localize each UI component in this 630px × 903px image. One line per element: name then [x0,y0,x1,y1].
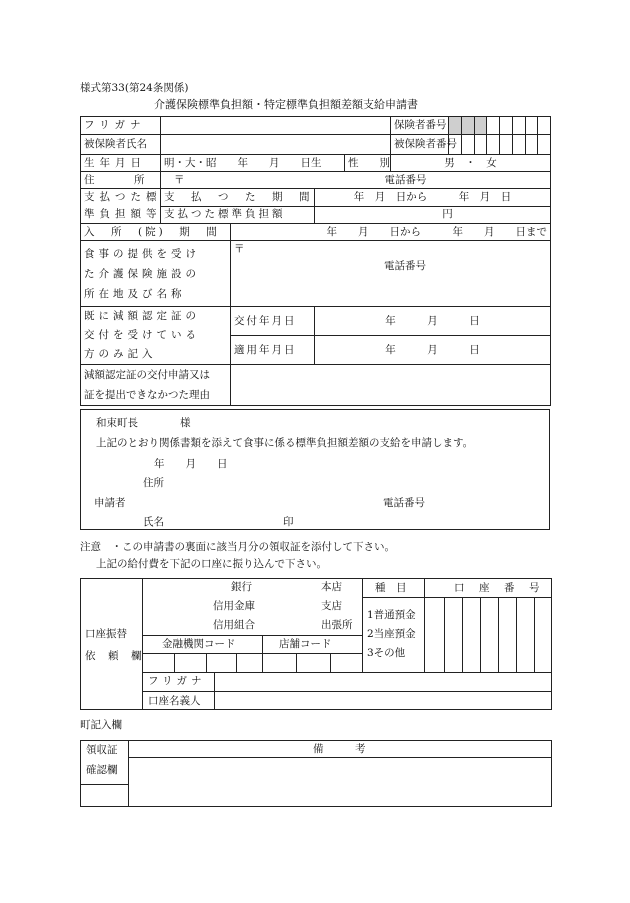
furigana-label: フリガナ [81,117,161,135]
receipt-check-label-1: 領収証 [86,744,118,756]
form-title: 介護保険標準負担額・特定標準負担額差額支給申請書 [154,98,418,111]
insurer-no-field[interactable] [449,117,551,135]
admission-field[interactable] [231,224,551,241]
account-type-header: 種 目 [375,582,407,594]
branch-type-head: 本店 [321,581,342,593]
holder-name-label: 口座名義人 [148,695,201,707]
facility-postal: 〒 [234,243,245,255]
birth-date-units: 年 月 日生 [237,156,322,169]
pay-amount-label: 支払つた標準負担額 [161,206,315,224]
address-field[interactable] [161,172,551,189]
birth-field[interactable] [161,155,345,172]
reason-label: 減額認定証の交付申請又は 証を提出できなかつた理由 [81,365,231,406]
sex-options: 男 ・ 女 [444,156,497,169]
branch-code-label: 店舗コード [279,638,332,650]
bank-type-credit-bank: 信用金庫 [213,600,255,612]
reduced-cert-label: 既に減額認定証の 交付を受けている 方のみ記入 [81,307,231,365]
declaration-statement: 上記のとおり関係書類を添えて食事に係る標準負担額差額の支給を申請します。 [96,437,474,449]
note-transfer: 上記の給付費を下記の口座に振り込んで下さい。 [96,558,327,570]
bank-label-1: 口座振替 [85,628,127,640]
form-number: 様式第33(第24条関係) [80,82,189,94]
reason-field[interactable] [231,365,551,406]
declaration-phone-label: 電話番号 [383,497,425,509]
sex-label: 性 別 [345,155,391,172]
apply-date-label: 適用年月日 [231,336,315,365]
admission-label: 入 所 (院) 期 間 [81,224,231,241]
phone-label: 電話番号 [384,173,427,186]
facility-label: 食事の提供を受け た介護保険施設の 所在地及び名称 [81,241,231,307]
issue-date-label: 交付年月日 [231,307,315,336]
furigana-field[interactable] [161,117,391,135]
account-type-current[interactable]: 2当座預金 [367,628,416,640]
admission-units: 年 月 日から 年 月 日まで [326,225,547,238]
facility-phone-label: 電話番号 [384,260,426,272]
fi-code-label: 金融機関コード [162,638,236,650]
apply-date-units: 年 月 日 [385,343,480,356]
insurer-no-label: 保険者番号 [391,117,449,135]
pay-period-field[interactable] [315,189,551,207]
remarks-label: 備 考 [313,743,366,755]
sex-field[interactable] [391,155,551,172]
issue-date-field[interactable] [315,307,551,336]
facility-field[interactable] [231,241,551,307]
bank-label-2: 依 頼 欄 [85,650,143,662]
account-type-other[interactable]: 3その他 [367,647,406,659]
declaration-name-label: 氏名 [143,516,164,528]
branch-type-sub: 出張所 [321,619,353,631]
applicant-info-table [80,116,551,406]
account-number-header: 口 座 番 号 [454,582,542,594]
era-options: 明・大・昭 [164,156,217,169]
applicant-label: 申請者 [94,497,126,509]
bank-type-credit-union: 信用組合 [213,619,255,631]
pay-period-label: 支 払 つ た 期 間 [161,189,315,207]
insured-no-field[interactable] [449,135,551,155]
yen-unit: 円 [442,208,453,221]
insured-name-field[interactable] [161,135,391,155]
addressee: 和束町長 様 [96,417,191,429]
issue-date-units: 年 月 日 [385,314,480,327]
branch-type-branch: 支店 [321,600,342,612]
seal-mark: 印 [283,516,294,528]
birth-label: 生年月日 [81,155,161,172]
pay-amount-field[interactable] [315,206,551,224]
office-use-heading: 町記入欄 [80,719,122,731]
postal-mark: 〒 [174,173,185,186]
insured-name-label: 被保険者氏名 [81,135,161,155]
account-type-ordinary[interactable]: 1普通預金 [367,609,416,621]
note-attach-receipt: 注意 ・この申請書の裏面に該当月分の領収証を添付して下さい。 [80,541,395,553]
address-label: 住 所 [81,172,161,189]
insured-no-label: 被保険者番号 [391,135,449,155]
holder-furigana-label: フリガナ [148,675,206,687]
apply-date-field[interactable] [315,336,551,365]
bank-type-bank: 銀行 [231,581,252,593]
receipt-check-label-2: 確認欄 [86,764,118,776]
declaration-address-label: 住所 [143,477,164,489]
declaration-date[interactable]: 年 月 日 [154,458,228,470]
pay-period-units: 年 月 日から 年 月 日 [353,190,512,203]
paid-std-label: 支払つた標 準負担額等 [81,189,161,224]
